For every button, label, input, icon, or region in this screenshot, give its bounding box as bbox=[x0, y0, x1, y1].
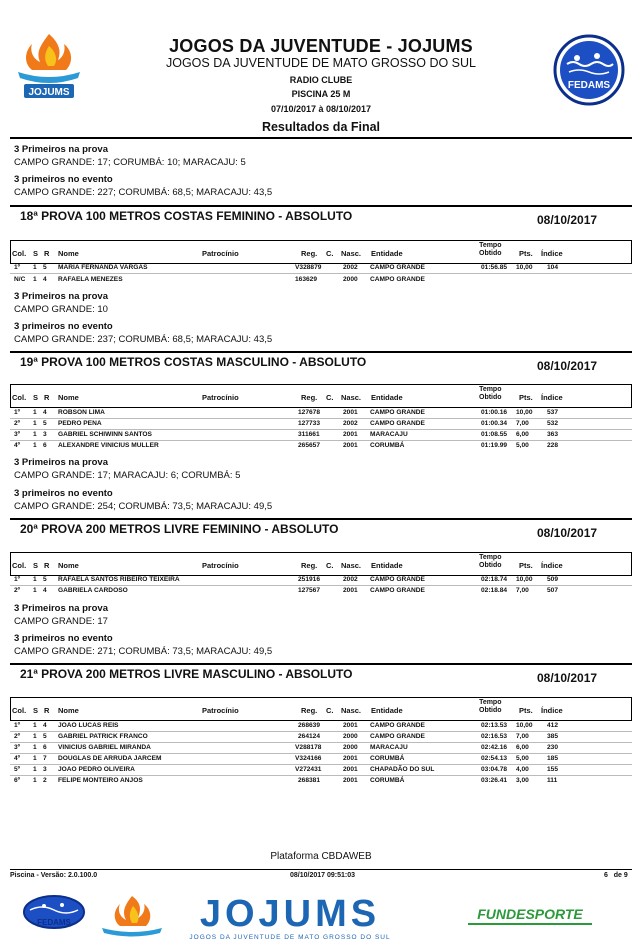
prova-label: 3 Primeiros na prova bbox=[14, 603, 108, 614]
column-header: S bbox=[33, 393, 39, 402]
col-header-nome: Nome bbox=[58, 249, 79, 258]
table-cell: CAMPO GRANDE bbox=[370, 576, 425, 583]
report-header bbox=[0, 0, 642, 140]
column-header: Col. bbox=[12, 393, 27, 402]
page-number: 6 de 9 bbox=[604, 872, 628, 879]
column-header: Nasc. bbox=[341, 393, 362, 402]
col-header-indice: Índice bbox=[541, 249, 563, 258]
divider bbox=[10, 205, 632, 207]
table-cell: 1 bbox=[33, 744, 37, 751]
table-cell: CORUMBÁ bbox=[370, 442, 405, 449]
table-cell: 02:42.16 bbox=[481, 744, 508, 751]
table-cell: 01:19.99 bbox=[481, 442, 508, 449]
table-cell: 1º bbox=[14, 264, 21, 271]
table-cell: V324166 bbox=[295, 755, 322, 762]
evento-label: 3 primeiros no evento bbox=[14, 633, 113, 644]
evento-text: CAMPO GRANDE: 271; CORUMBÁ: 73,5; MARACAJU: 49,5 bbox=[14, 646, 273, 657]
table-cell: 230 bbox=[547, 744, 559, 751]
summary-prova-text: CAMPO GRANDE: 17; CORUMBÁ: 10; MARACAJU: 5 bbox=[14, 157, 246, 168]
col-header-col: Col. bbox=[12, 249, 27, 258]
table-cell: 02:16.53 bbox=[481, 733, 508, 740]
table-cell: 2 bbox=[43, 777, 47, 784]
table-cell: CAMPO GRANDE bbox=[370, 722, 425, 729]
event-title: 20ª PROVA 200 METROS LIVRE FEMININO - ABSOLUTO bbox=[20, 522, 339, 536]
table-cell: 127567 bbox=[298, 587, 321, 594]
table-cell: 185 bbox=[547, 755, 559, 762]
table-cell: 2001 bbox=[343, 442, 358, 449]
table-cell: DOUGLAS DE ARRUDA JARCEM bbox=[58, 755, 162, 762]
table-cell: 5,00 bbox=[516, 755, 529, 762]
summary-evento-text: CAMPO GRANDE: 227; CORUMBÁ: 68,5; MARACAJU: 43,5 bbox=[14, 187, 273, 198]
table-cell: CAMPO GRANDE bbox=[370, 264, 425, 271]
column-header: Tempo bbox=[479, 386, 502, 393]
col-header-s: S bbox=[33, 249, 39, 258]
column-header: R bbox=[44, 706, 50, 715]
table-cell: 10,00 bbox=[516, 722, 533, 729]
banner-brand-text: JOJUMS bbox=[199, 893, 381, 935]
column-header: Obtido bbox=[479, 562, 502, 569]
table-cell: 4 bbox=[43, 587, 47, 594]
table-cell: 3,00 bbox=[516, 777, 529, 784]
table-cell: 6,00 bbox=[516, 431, 529, 438]
table-cell: 7,00 bbox=[516, 733, 529, 740]
column-header bbox=[479, 554, 502, 570]
table-cell: 4 bbox=[43, 722, 47, 729]
column-header: Reg. bbox=[301, 561, 318, 570]
table-row bbox=[10, 575, 632, 586]
table-cell: 2002 bbox=[343, 420, 358, 427]
footer-banner bbox=[0, 890, 642, 945]
table-cell: 5 bbox=[43, 420, 47, 427]
page-title: JOGOS DA JUVENTUDE - JOJUMS bbox=[169, 36, 473, 56]
table-cell: 2001 bbox=[343, 587, 358, 594]
table-cell: 1º bbox=[14, 722, 21, 729]
table-cell: 5 bbox=[43, 264, 47, 271]
column-header: Col. bbox=[12, 706, 27, 715]
table-cell: V288178 bbox=[295, 744, 322, 751]
table-cell: 1 bbox=[33, 264, 37, 271]
column-header: Pts. bbox=[519, 561, 533, 570]
table-cell: CAMPO GRANDE bbox=[370, 409, 425, 416]
table-cell: 532 bbox=[547, 420, 559, 427]
col-header-r: R bbox=[44, 249, 50, 258]
table-cell: 2000 bbox=[343, 733, 358, 740]
column-header: Nome bbox=[58, 561, 79, 570]
prova-label: 3 Primeiros na prova bbox=[14, 291, 108, 302]
results-table-header bbox=[10, 384, 632, 408]
table-cell: 10,00 bbox=[516, 264, 533, 271]
table-cell: 2000 bbox=[343, 276, 358, 283]
table-cell: 1 bbox=[33, 755, 37, 762]
col-header-patrocinio: Patrocínio bbox=[202, 249, 239, 258]
results-table-header bbox=[10, 240, 632, 264]
col-header-c: C. bbox=[326, 249, 334, 258]
column-header: Tempo bbox=[479, 554, 502, 561]
table-cell: 01:00.34 bbox=[481, 420, 508, 427]
table-row bbox=[10, 776, 632, 787]
table-cell: 6,00 bbox=[516, 744, 529, 751]
column-header: Obtido bbox=[479, 707, 502, 714]
table-cell: 5 bbox=[43, 733, 47, 740]
event-date: 08/10/2017 bbox=[537, 359, 598, 373]
fedams-badge-icon bbox=[24, 896, 84, 928]
table-cell: 264124 bbox=[298, 733, 321, 740]
table-cell: 537 bbox=[547, 409, 559, 416]
table-cell: 1 bbox=[33, 442, 37, 449]
table-cell: 228 bbox=[547, 442, 559, 449]
table-cell: V272431 bbox=[295, 766, 322, 773]
event-date: 08/10/2017 bbox=[537, 213, 598, 227]
table-cell: ROBSON LIMA bbox=[58, 409, 105, 416]
table-cell: 02:18.74 bbox=[481, 576, 508, 583]
table-cell: 01:08.55 bbox=[481, 431, 508, 438]
table-cell: 2º bbox=[14, 587, 21, 594]
table-cell: ALEXANDRE VINICIUS MULLER bbox=[58, 442, 159, 449]
table-cell: 01:00.16 bbox=[481, 409, 508, 416]
table-cell: 509 bbox=[547, 576, 559, 583]
table-row bbox=[10, 754, 632, 765]
table-cell: 1 bbox=[33, 722, 37, 729]
table-cell: JOAO LUCAS REIS bbox=[58, 722, 119, 729]
table-cell: 507 bbox=[547, 587, 559, 594]
table-row bbox=[10, 263, 632, 274]
column-header: Reg. bbox=[301, 393, 318, 402]
evento-label: 3 primeiros no evento bbox=[14, 488, 113, 499]
pool-info: PISCINA 25 M bbox=[291, 89, 351, 99]
table-cell: 1 bbox=[33, 766, 37, 773]
table-cell: 5 bbox=[43, 576, 47, 583]
table-cell: 2001 bbox=[343, 431, 358, 438]
table-cell: 268639 bbox=[298, 722, 321, 729]
table-cell: 4 bbox=[43, 276, 47, 283]
evento-text: CAMPO GRANDE: 254; CORUMBÁ: 73,5; MARACAJU: 49,5 bbox=[14, 501, 273, 512]
divider bbox=[10, 137, 632, 139]
column-header: Índice bbox=[541, 393, 563, 402]
table-row bbox=[10, 275, 632, 286]
table-cell: 1 bbox=[33, 431, 37, 438]
table-cell: 1 bbox=[33, 777, 37, 784]
table-cell: PEDRO PENA bbox=[58, 420, 102, 427]
column-header: Entidade bbox=[371, 706, 403, 715]
table-cell: V328879 bbox=[295, 264, 322, 271]
column-header: C. bbox=[326, 706, 334, 715]
table-cell: 385 bbox=[547, 733, 559, 740]
column-header: S bbox=[33, 561, 39, 570]
table-cell: 7,00 bbox=[516, 420, 529, 427]
table-cell: 2000 bbox=[343, 744, 358, 751]
table-cell: MARACAJU bbox=[370, 744, 408, 751]
banner-tagline-text: JOGOS DA JUVENTUDE DE MATO GROSSO DO SUL bbox=[189, 934, 391, 941]
table-cell: 02:13.53 bbox=[481, 722, 508, 729]
platform-label: Plataforma CBDAWEB bbox=[270, 851, 372, 862]
table-cell: 251916 bbox=[298, 576, 321, 583]
column-header: Tempo bbox=[479, 242, 502, 249]
table-cell: 3º bbox=[14, 744, 21, 751]
column-header: Patrocínio bbox=[202, 393, 239, 402]
column-header: Tempo bbox=[479, 699, 502, 706]
table-cell: 3 bbox=[43, 766, 47, 773]
col-header-reg: Reg. bbox=[301, 249, 318, 258]
table-row bbox=[10, 721, 632, 732]
table-cell: GABRIEL PATRICK FRANCO bbox=[58, 733, 148, 740]
table-cell: GABRIEL SCHIWINN SANTOS bbox=[58, 431, 152, 438]
table-cell: 1 bbox=[33, 587, 37, 594]
prova-text: CAMPO GRANDE: 10 bbox=[14, 304, 108, 315]
table-cell: 01:56.85 bbox=[481, 264, 508, 271]
table-cell: 2002 bbox=[343, 576, 358, 583]
col-header-tempo bbox=[479, 242, 502, 258]
venue: RADIO CLUBE bbox=[289, 75, 353, 85]
column-header: R bbox=[44, 393, 50, 402]
column-header: Entidade bbox=[371, 393, 403, 402]
banner-fedams-text: FEDAMS bbox=[37, 918, 71, 927]
report-title: Resultados da Final bbox=[261, 120, 381, 134]
version-label: Piscina - Versão: 2.0.100.0 bbox=[10, 872, 98, 879]
table-cell: 3 bbox=[43, 431, 47, 438]
sponsor-underline bbox=[468, 923, 592, 925]
table-cell: 3º bbox=[14, 431, 21, 438]
table-cell: CORUMBÁ bbox=[370, 777, 405, 784]
evento-text: CAMPO GRANDE: 237; CORUMBÁ: 68,5; MARACAJU: 43,5 bbox=[14, 334, 273, 345]
table-cell: MARIA FERNANDA VARGAS bbox=[58, 264, 148, 271]
column-header: Nome bbox=[58, 706, 79, 715]
table-cell: 412 bbox=[547, 722, 559, 729]
column-header bbox=[479, 386, 502, 402]
results-table-header bbox=[10, 552, 632, 576]
column-header: Entidade bbox=[371, 561, 403, 570]
table-cell: 1 bbox=[33, 576, 37, 583]
table-cell: 4º bbox=[14, 755, 21, 762]
table-cell: 268381 bbox=[298, 777, 321, 784]
table-cell: 127678 bbox=[298, 409, 321, 416]
table-row bbox=[10, 586, 632, 597]
table-cell: 10,00 bbox=[516, 409, 533, 416]
table-row bbox=[10, 408, 632, 419]
column-header: C. bbox=[326, 561, 334, 570]
table-cell: 163629 bbox=[295, 276, 318, 283]
divider bbox=[10, 663, 632, 665]
table-row bbox=[10, 732, 632, 743]
event-dates: 07/10/2017 à 08/10/2017 bbox=[270, 104, 372, 114]
table-cell: 7 bbox=[43, 755, 47, 762]
table-cell: 311661 bbox=[298, 431, 320, 438]
table-cell: 5,00 bbox=[516, 442, 529, 449]
column-header: Índice bbox=[541, 706, 563, 715]
column-header: Pts. bbox=[519, 393, 533, 402]
table-cell: RAFAELA MENEZES bbox=[58, 276, 123, 283]
col-header-pts: Pts. bbox=[519, 249, 533, 258]
event-title: 18ª PROVA 100 METROS COSTAS FEMININO - ABSOLUTO bbox=[20, 209, 353, 223]
table-cell: 127733 bbox=[298, 420, 321, 427]
table-cell: 4 bbox=[43, 409, 47, 416]
table-cell: 1º bbox=[14, 409, 21, 416]
flame-icon bbox=[102, 896, 162, 937]
table-cell: CAMPO GRANDE bbox=[370, 276, 425, 283]
column-header: Patrocínio bbox=[202, 706, 239, 715]
column-header: Patrocínio bbox=[202, 561, 239, 570]
table-row bbox=[10, 419, 632, 430]
divider bbox=[10, 351, 632, 353]
logo-left-text: JOJUMS bbox=[28, 87, 70, 98]
table-cell: 1 bbox=[33, 276, 37, 283]
column-header: Índice bbox=[541, 561, 563, 570]
event-title: 19ª PROVA 100 METROS COSTAS MASCULINO - ABSOLUTO bbox=[20, 355, 367, 369]
table-cell: 2002 bbox=[343, 264, 358, 271]
column-header: C. bbox=[326, 393, 334, 402]
table-cell: 2º bbox=[14, 733, 21, 740]
table-row bbox=[10, 743, 632, 754]
column-header: Col. bbox=[12, 561, 27, 570]
table-cell: 2001 bbox=[343, 409, 358, 416]
col-header-nasc: Nasc. bbox=[341, 249, 362, 258]
column-header: Nome bbox=[58, 393, 79, 402]
divider bbox=[10, 518, 632, 520]
table-cell: 6 bbox=[43, 442, 47, 449]
table-cell: 1 bbox=[33, 420, 37, 427]
column-header bbox=[479, 699, 502, 715]
banner-sponsor-text: FUNDESPORTE bbox=[477, 906, 583, 922]
table-cell: 02:54.13 bbox=[481, 755, 508, 762]
table-cell: 2001 bbox=[343, 777, 358, 784]
prova-text: CAMPO GRANDE: 17 bbox=[14, 616, 108, 627]
table-cell: 1º bbox=[14, 576, 21, 583]
prova-label: 3 Primeiros na prova bbox=[14, 457, 108, 468]
table-cell: CHAPADÃO DO SUL bbox=[370, 766, 435, 773]
summary-prova-label: 3 Primeiros na prova bbox=[14, 144, 108, 155]
table-cell: 02:18.84 bbox=[481, 587, 508, 594]
table-cell: RAFAELA SANTOS RIBEIRO TEIXEIRA bbox=[58, 576, 180, 583]
column-header: S bbox=[33, 706, 39, 715]
evento-label: 3 primeiros no evento bbox=[14, 321, 113, 332]
row-divider bbox=[10, 273, 632, 274]
table-cell: 2001 bbox=[343, 755, 358, 762]
column-header: Obtido bbox=[479, 250, 502, 257]
table-row bbox=[10, 430, 632, 441]
table-cell: FELIPE MONTEIRO ANJOS bbox=[58, 777, 143, 784]
table-cell: 2001 bbox=[343, 722, 358, 729]
event-date: 08/10/2017 bbox=[537, 671, 598, 685]
column-header: R bbox=[44, 561, 50, 570]
prova-text: CAMPO GRANDE: 17; MARACAJU: 6; CORUMBÁ: 5 bbox=[14, 470, 241, 481]
table-cell: 03:04.78 bbox=[481, 766, 508, 773]
logo-right-text: FEDAMS bbox=[567, 80, 611, 91]
table-cell: 111 bbox=[547, 777, 558, 784]
column-header: Obtido bbox=[479, 394, 502, 401]
table-cell: N/C bbox=[14, 276, 26, 283]
print-timestamp: 08/10/2017 09:51:03 bbox=[290, 872, 355, 879]
column-header: Pts. bbox=[519, 706, 533, 715]
table-cell: 1 bbox=[33, 733, 37, 740]
table-cell: 6 bbox=[43, 744, 47, 751]
fedams-logo bbox=[553, 34, 625, 106]
column-header: Nasc. bbox=[341, 706, 362, 715]
table-cell: CAMPO GRANDE bbox=[370, 587, 425, 594]
col-header-entidade: Entidade bbox=[371, 249, 403, 258]
table-cell: CORUMBÁ bbox=[370, 755, 405, 762]
summary-evento-label: 3 primeiros no evento bbox=[14, 174, 113, 185]
table-row bbox=[10, 441, 632, 452]
event-title: 21ª PROVA 200 METROS LIVRE MASCULINO - ABSOLUTO bbox=[20, 667, 353, 681]
table-cell: 4º bbox=[14, 442, 21, 449]
table-cell: 10,00 bbox=[516, 576, 533, 583]
table-cell: 5º bbox=[14, 766, 21, 773]
table-row bbox=[10, 765, 632, 776]
table-cell: 2º bbox=[14, 420, 21, 427]
table-cell: JOAO PEDRO OLIVEIRA bbox=[58, 766, 135, 773]
page-subtitle: JOGOS DA JUVENTUDE DE MATO GROSSO DO SUL bbox=[165, 56, 476, 70]
table-cell: 6º bbox=[14, 777, 21, 784]
table-cell: 1 bbox=[33, 409, 37, 416]
table-cell: 4,00 bbox=[516, 766, 529, 773]
table-cell: 7,00 bbox=[516, 587, 529, 594]
table-cell: 2001 bbox=[343, 766, 358, 773]
table-cell: 03:26.41 bbox=[481, 777, 508, 784]
divider bbox=[10, 869, 632, 870]
table-cell: MARACAJU bbox=[370, 431, 408, 438]
table-cell: 363 bbox=[547, 431, 559, 438]
table-cell: 265657 bbox=[298, 442, 321, 449]
table-cell: 155 bbox=[547, 766, 559, 773]
results-table-header bbox=[10, 697, 632, 721]
table-cell: CAMPO GRANDE bbox=[370, 733, 425, 740]
table-cell: VINICIUS GABRIEL MIRANDA bbox=[58, 744, 151, 751]
event-date: 08/10/2017 bbox=[537, 526, 598, 540]
table-cell: 104 bbox=[547, 264, 559, 271]
table-cell: GABRIELA CARDOSO bbox=[58, 587, 128, 594]
column-header: Reg. bbox=[301, 706, 318, 715]
column-header: Nasc. bbox=[341, 561, 362, 570]
table-cell: CAMPO GRANDE bbox=[370, 420, 425, 427]
